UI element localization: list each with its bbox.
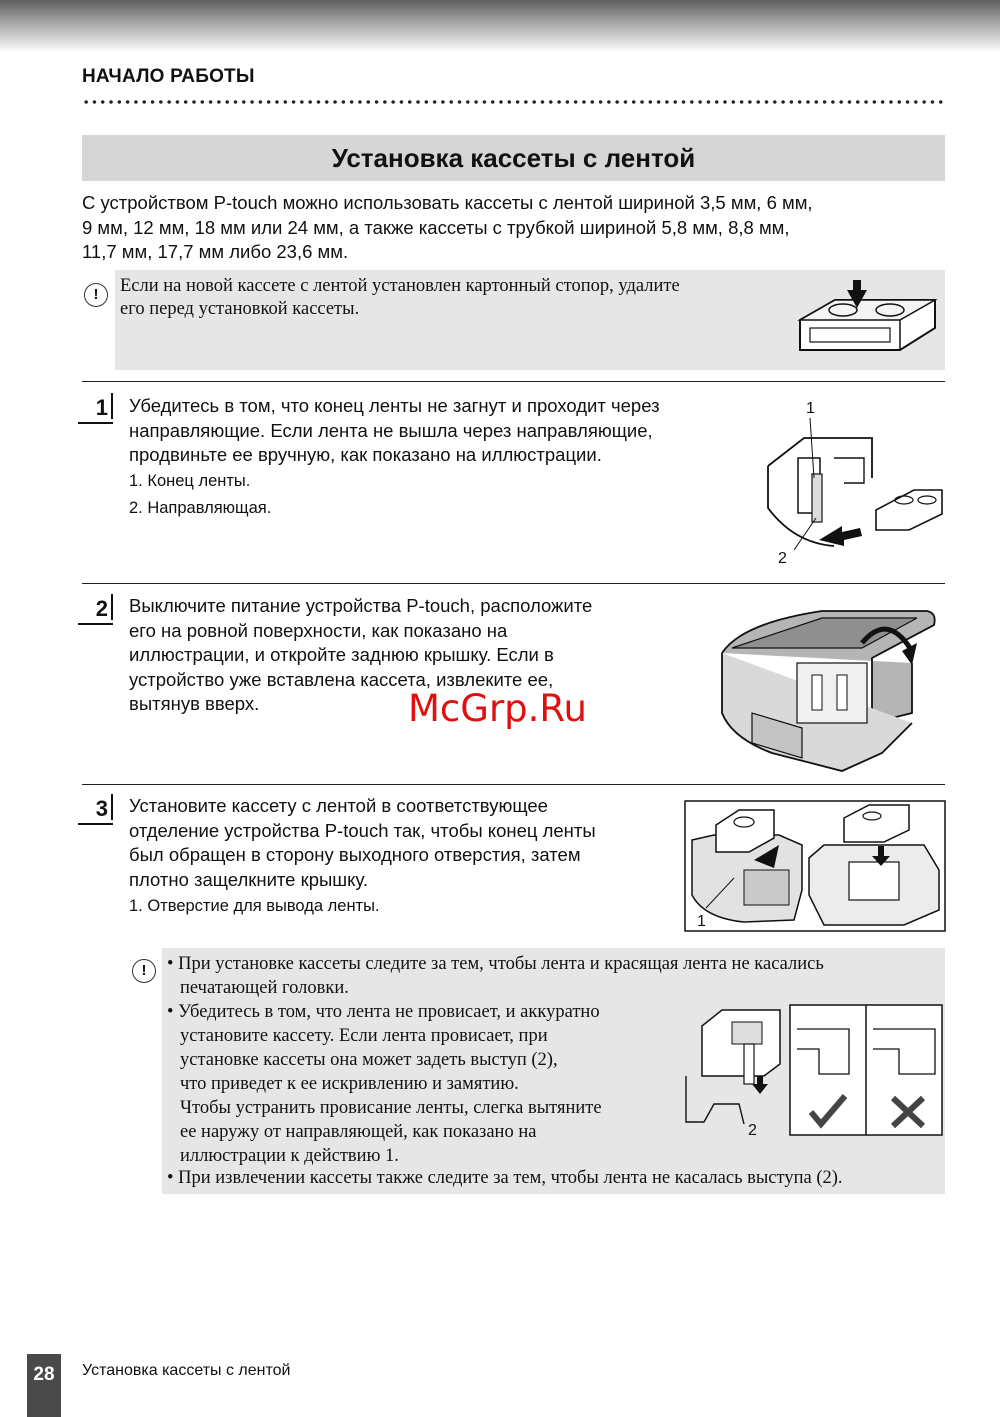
note-line: • При установке кассеты следите за тем, чтобы лента и красящая лента не касались	[167, 954, 824, 974]
top-gradient-band	[0, 0, 1000, 52]
figure-label: 2	[748, 1122, 757, 1139]
figure-label: 1	[697, 913, 706, 930]
note-line: установке кассеты она может задеть выступ (2),	[180, 1050, 558, 1070]
step-number-3: 3	[82, 796, 108, 822]
note-text	[120, 275, 785, 321]
step-line: плотно защелкните крышку.	[129, 868, 368, 890]
section-rule	[82, 784, 945, 785]
tape-guide-illustration	[764, 418, 946, 553]
insert-cassette-illustration	[684, 800, 946, 932]
note-line: • Убедитесь в том, что лента не провисает, и аккуратно	[167, 1002, 600, 1022]
intro-line: 11,7 мм, 17,7 мм либо 23,6 мм.	[82, 241, 349, 262]
intro-line: 9 мм, 12 мм, 18 мм или 24 мм, а также кассеты с трубкой шириной 5,8 мм, 8,8 мм,	[82, 216, 790, 238]
note-bullet-3: • При извлечении кассеты также следите за тем, чтобы лента не касалась выступа (2).	[167, 1168, 843, 1188]
note-box-cardboard	[115, 270, 945, 370]
note-line: печатающей головки.	[180, 978, 349, 998]
step-number-2: 2	[82, 596, 108, 622]
step-line: устройство уже вставлена кассета, извлеките ее,	[129, 668, 554, 690]
dotted-divider	[82, 98, 946, 106]
section-header: НАЧАЛО РАБОТЫ	[82, 66, 255, 87]
cassette-stopper-illustration	[795, 278, 940, 363]
step-1-item: 1. Конец ленты.	[129, 472, 251, 490]
step-1-text	[129, 394, 660, 468]
step-line: его на ровной поверхности, как показано на	[129, 619, 508, 641]
note-line: Если на новой кассете с лентой установлен картонный стопор, удалите	[120, 276, 680, 296]
note-line: иллюстрации к действию 1.	[180, 1146, 399, 1166]
page-title: Установка кассеты с лентой	[82, 135, 945, 181]
step-3-text	[129, 794, 596, 892]
open-cover-illustration	[712, 603, 944, 775]
correct-incorrect-comparison	[789, 1004, 943, 1136]
intro-paragraph	[82, 191, 952, 265]
note-line: Чтобы устранить провисание ленты, слегка вытяните	[180, 1098, 602, 1118]
step-line: продвиньте ее вручную, как показано на иллюстрации.	[129, 444, 602, 465]
note-line: ее наружу от направляющей, как показано на	[180, 1122, 537, 1142]
caution-icon: !	[132, 959, 156, 983]
watermark-text: McGrp.Ru	[408, 687, 587, 730]
footer-title: Установка кассеты с лентой	[82, 1362, 291, 1379]
step-line: иллюстрации, и откройте заднюю крышку. Если в	[129, 644, 554, 665]
note-line: что приведет к ее искривлению и замятию.	[180, 1074, 519, 1094]
step-line: Установите кассету с лентой в соответствующее	[129, 795, 548, 816]
step-line: Выключите питание устройства P-touch, расположите	[129, 595, 593, 616]
note-line: установите кассету. Если лента провисает, при	[180, 1026, 548, 1046]
step-number-1: 1	[82, 395, 108, 421]
step-line: направляющие. Если лента не вышла через направляющие,	[129, 419, 653, 441]
step-line: отделение устройства P-touch так, чтобы конец ленты	[129, 819, 596, 841]
step-1-item: 2. Направляющая.	[129, 499, 272, 517]
note-line: его перед установкой кассеты.	[120, 299, 360, 319]
tape-slack-illustration	[684, 1004, 784, 1134]
step-line: был обращен в сторону выходного отверстия, затем	[129, 844, 581, 865]
section-rule	[82, 381, 945, 382]
figure-label: 1	[806, 400, 815, 417]
note-bullet-1	[167, 952, 824, 1000]
step-line: вытянув вверх.	[129, 693, 260, 714]
intro-line: С устройством P-touch можно использовать кассеты с лентой шириной 3,5 мм, 6 мм,	[82, 192, 813, 213]
section-rule	[82, 583, 945, 584]
note-bullet-2	[167, 1000, 602, 1168]
step-3-item: 1. Отверстие для вывода ленты.	[129, 897, 380, 915]
page-number: 28	[27, 1354, 61, 1417]
caution-icon: !	[84, 283, 108, 307]
figure-label: 2	[778, 550, 787, 567]
step-line: Убедитесь в том, что конец ленты не загнут и проходит через	[129, 395, 660, 416]
